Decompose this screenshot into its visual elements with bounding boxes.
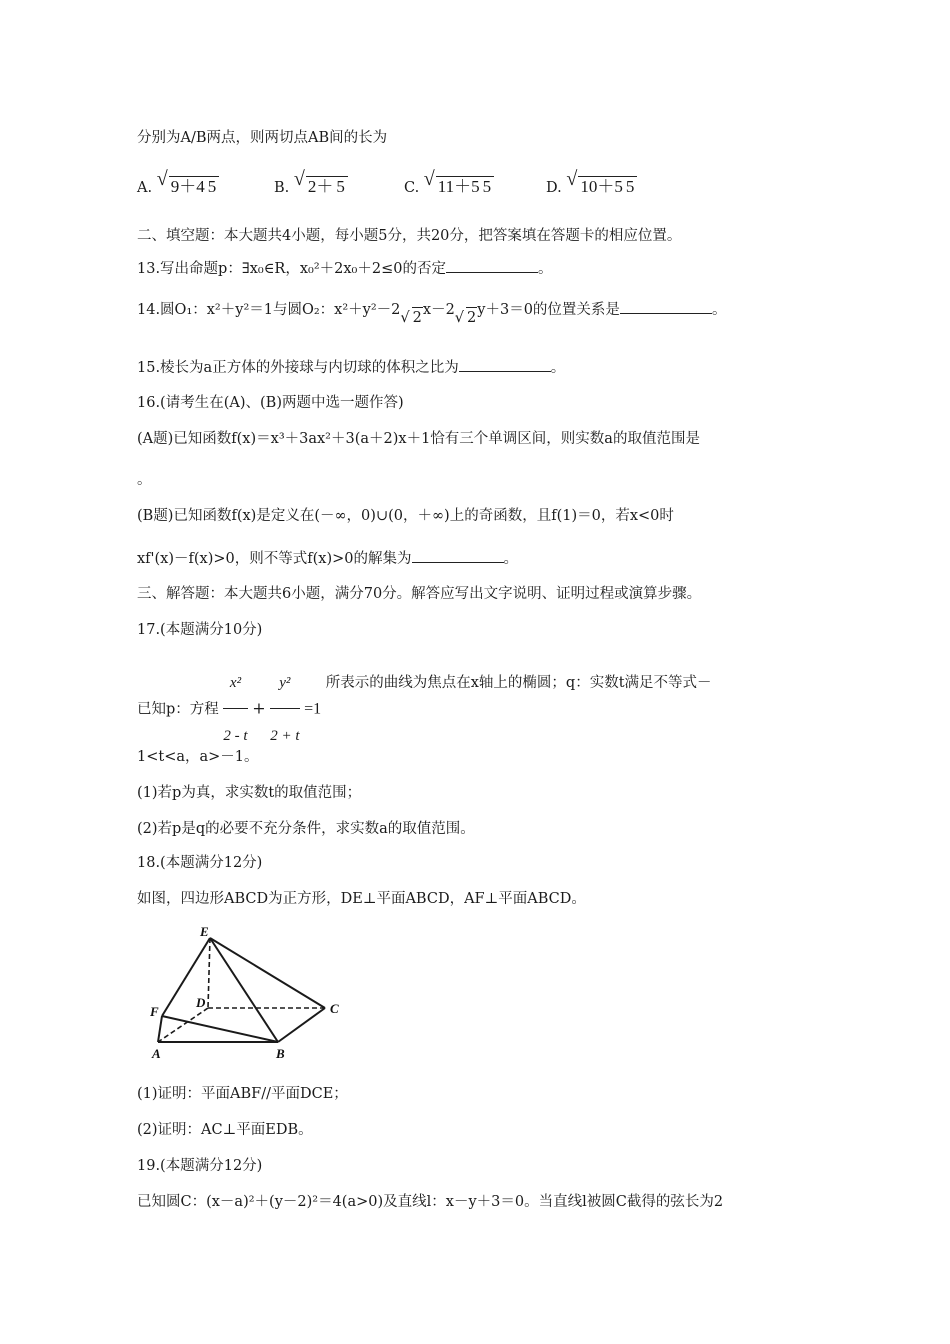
label-e: E	[200, 924, 209, 939]
question-16a-end: 。	[137, 472, 152, 488]
question-16b-line2: xf'(x)－f(x)>0，则不等式f(x)>0的解集为 。	[137, 548, 518, 569]
question-14: 14.圆O₁：x²＋y²＝1与圆O₂：x²＋y²－2√ 2x－2√ 2y＋3＝0的位置关系是 。	[137, 299, 726, 320]
answer-blank[interactable]	[459, 357, 551, 372]
question-16a: (A题)已知函数f(x)＝x³＋3ax²＋3(a＋2)x＋1恰有三个单调区间，则实数a的取值范围是	[137, 431, 700, 447]
q12-tail: 分别为A/B两点，则两切点AB间的长为	[137, 130, 388, 146]
sqrt-expr: √ 11＋5 5	[424, 172, 494, 197]
section-2-heading: 二、填空题：本大题共4小题，每小题5分，共20分，把答案填在答题卡的相应位置。	[137, 228, 682, 244]
label-c: C	[330, 1001, 339, 1016]
fraction-y: $\frac{\text{y²}}{2 + t}$	[270, 660, 299, 759]
geometry-figure	[150, 920, 350, 1060]
answer-blank[interactable]	[412, 548, 504, 563]
question-13: 13.写出命题p：∃x₀∈R，x₀²＋2x₀＋2≤0的否定 。	[137, 258, 552, 279]
question-17-part2: (2)若p是q的必要不充分条件，求实数a的取值范围。	[137, 821, 475, 837]
option-d	[546, 168, 637, 197]
question-19-stem: 已知圆C：(x－a)²＋(y－2)²＝4(a>0)及直线l：x－y＋3＝0。当直线l被圆C截得的弦长为2	[137, 1194, 724, 1210]
answer-blank[interactable]	[446, 258, 538, 273]
question-16-head: 16.(请考生在(A)、(B)两题中选一题作答)	[137, 395, 404, 411]
label-d: D	[196, 995, 206, 1010]
sqrt-2: √ 2	[455, 310, 477, 326]
sqrt-expr: √ 10＋5 5	[566, 172, 637, 197]
sqrt-expr: √ 9＋4 5	[157, 172, 220, 197]
question-18-head: 18.(本题满分12分)	[137, 855, 263, 871]
fraction-x: $\frac{\text{x²}}{2 - t}$	[223, 660, 247, 759]
question-18-stem: 如图，四边形ABCD为正方形，DE⊥平面ABCD，AF⊥平面ABCD。	[137, 891, 586, 907]
question-18-part2: (2)证明：AC⊥平面EDB。	[137, 1122, 313, 1138]
question-16b-line1: (B题)已知函数f(x)是定义在(－∞，0)∪(0，＋∞)上的奇函数，且f(1)＝0，若x<0时	[137, 508, 674, 524]
option-c	[404, 168, 494, 197]
section-3-heading: 三、解答题：本大题共6小题，满分70分。解答应写出文字说明、证明过程或演算步骤。	[137, 586, 702, 602]
answer-blank[interactable]	[620, 299, 712, 314]
option-letter: A.	[137, 180, 153, 196]
option-letter: B.	[274, 180, 290, 196]
question-15: 15.棱长为a正方体的外接球与内切球的体积之比为 。	[137, 357, 565, 378]
question-18-part1: (1)证明：平面ABF//平面DCE；	[137, 1086, 348, 1102]
label-f: F	[150, 1004, 159, 1019]
label-b: B	[276, 1046, 285, 1060]
question-17-part1: (1)若p为真，求实数t的取值范围；	[137, 785, 362, 801]
label-a: A	[152, 1046, 161, 1060]
question-17-stem: 已知p：方程 $\frac{\text{x²}}{2 - t}$ + $\frac{\text{y²}}{2 + t}$ =1 所表示的曲线为焦点在x轴上的椭圆；q：实数t满足不等式－	[137, 660, 712, 759]
question-19-head: 19.(本题满分12分)	[137, 1158, 263, 1174]
question-17-cont: 1<t<a，a>－1。	[137, 749, 259, 765]
option-letter: D.	[546, 180, 562, 196]
option-b	[274, 168, 348, 197]
question-17-head: 17.(本题满分10分)	[137, 622, 263, 638]
option-letter: C.	[404, 180, 420, 196]
solid-edges	[158, 938, 325, 1042]
sqrt-2: √ 2	[400, 310, 422, 326]
option-a	[137, 168, 219, 197]
sqrt-expr: √ 2＋ 5	[294, 172, 348, 197]
